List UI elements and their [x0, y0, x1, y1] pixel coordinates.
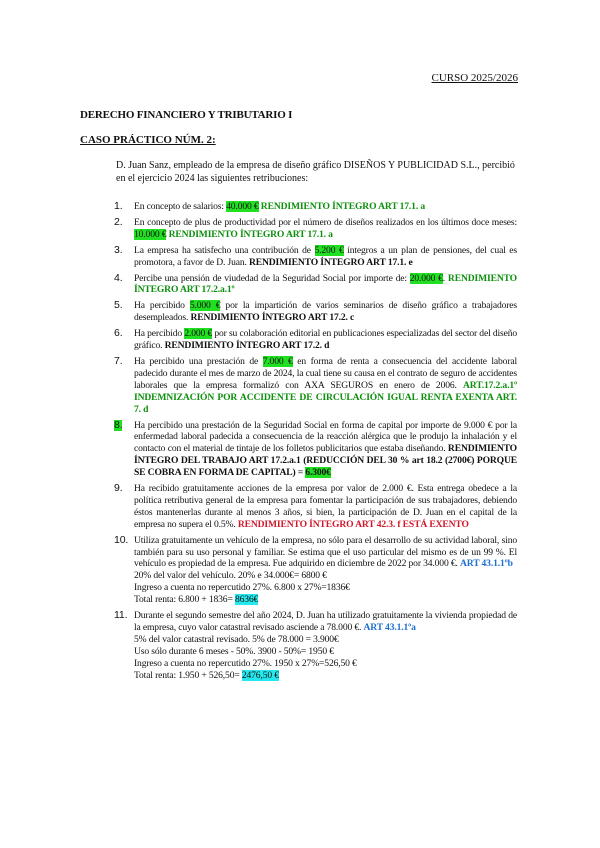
list-item — [80, 328, 517, 352]
item-number: 8. — [114, 418, 123, 431]
classification-note: ART.17.2.a.1º INDEMNIZACIÓN POR ACCIDENTE DE CIRCULACIÓN IGUAL RENTA EXENTA ART. 7. d — [134, 379, 517, 415]
list-item — [80, 356, 517, 416]
calculation-line: Uso sólo durante 6 meses - 50%. 3900 - 50%= 1950 € — [134, 645, 334, 657]
item-number: 11. — [114, 609, 128, 622]
classification-note: RENDIMIENTO ÍNTEGRO ART 42.3. f ESTÁ EXENTO — [237, 518, 469, 530]
list-item — [80, 273, 517, 297]
classification-note: RENDIMIENTO ÍNTEGRO ART 17.2. c — [190, 312, 355, 324]
calculation-line: 5% del valor catastral revisado. 5% de 78.000 = 3.900€ — [134, 633, 339, 645]
item-text-tail: en forma de renta a consecuencia del accidente laboral padecido durante el mes de marzo de 2024, la cual tiene su causa en el contrato de seguro de accidentes laborales que la empresa formalizó con AXA SEGUROS en enero de 2006. — [134, 355, 517, 391]
item-number: 10. — [114, 533, 129, 546]
list-item — [80, 201, 517, 213]
amount-highlight: 6.300€ — [305, 467, 331, 479]
calculation-line: Ingreso a cuenta no repercutido 27%. 1950 x 27%=526,50 € — [134, 657, 357, 669]
total-line — [134, 670, 517, 682]
classification-note: RENDIMIENTO ÍNTEGRO ART 17.2. d — [164, 340, 330, 352]
item-text: La empresa ha satisfecho una contribución de — [134, 244, 315, 256]
total-highlight: 8636€ — [234, 594, 259, 606]
subject-title: DERECHO FINANCIERO Y TRIBUTARIO I — [80, 109, 293, 121]
amount-highlight: 5.200 € — [314, 244, 344, 256]
item-text: Ha recibido gratuitamente acciones de la empresa por valor de 2.000 €. Esta entrega obedece a la política retributiva general de la empresa para fomentar la participación de sus trabajadores, debiendo éstos mantenerlas durante al menos 3 años, si bien, la participación de D. Juan en el capital de la empresa no supera el 0.5%. — [134, 483, 517, 530]
item-number: 2. — [114, 215, 123, 228]
list-item — [80, 245, 517, 269]
item-number: 9. — [114, 482, 123, 495]
total-highlight: 2476,50 € — [241, 669, 279, 681]
retribution-list — [80, 201, 517, 686]
item-text-tail: íntegros a un plan de pensiones, del cual es promotora, a favor de D. Juan. — [134, 244, 517, 268]
item-number: 4. — [114, 271, 123, 284]
classification-note: ART 43.1.1ºa — [363, 622, 416, 633]
item-text: Ha percibido — [134, 328, 185, 340]
item-text-tail: . — [442, 272, 448, 284]
item-number: 6. — [114, 327, 123, 340]
amount-highlight: 7.000 € — [262, 355, 293, 367]
item-number: 5. — [114, 299, 123, 312]
classification-note: RENDIMIENTO ÍNTEGRO DEL TRABAJO ART 17.2.a.1 (REDUCCIÓN DEL 30 % art 18.2 (2700€) PORQUE SE COBRA EN FORMA DE CAPITAL) = — [134, 443, 517, 479]
intro-paragraph: D. Juan Sanz, empleado de la empresa de diseño gráfico DISEÑOS Y PUBLICIDAD S.L., percibió en el ejercicio 2024 las siguientes retribuciones: — [116, 160, 515, 184]
case-title: CASO PRÁCTICO NÚM. 2: — [80, 134, 216, 146]
amount-highlight: 5.000 € — [189, 300, 221, 312]
course-label: CURSO 2025/2026 — [431, 72, 518, 84]
item-text: Ha percibido una prestación de — [134, 355, 263, 367]
amount-highlight: 20.000 € — [409, 272, 443, 284]
item-number: 7. — [114, 354, 123, 367]
item-text-tail: por la impartición de varios seminarios de diseño gráfico a trabajadores desempleados. — [134, 300, 517, 324]
classification-note: ART 43.1.1ºb — [459, 558, 513, 570]
item-text: Utiliza gratuitamente un vehículo de la empresa, no sólo para el desarrollo de su actividad laboral, sino también para su uso personal y familiar. Se estima que el uso particular del mismo es de un 99 %. El vehículo es propiedad de la empresa. Fue adquirido en diciembre de 2022 por 34.000 €. — [134, 534, 517, 570]
list-item — [80, 535, 517, 606]
list-item — [80, 483, 517, 531]
list-item — [80, 217, 517, 241]
total-label: Total renta: 1.950 + 526,50= — [134, 669, 242, 681]
item-text: En concepto de salarios: — [134, 201, 227, 212]
total-label: Total renta: 6.800 + 1836= — [134, 594, 235, 606]
classification-note: RENDIMIENTO ÍNTEGRO ART 17.1. a — [260, 201, 425, 212]
list-item — [80, 420, 517, 480]
item-text: En concepto de plus de productividad por el número de diseños realizados en los últimos doce meses: — [134, 216, 517, 228]
item-text-tail: por su colaboración editorial en publicaciones especializadas del sector del diseño gráfico. — [134, 328, 517, 352]
list-item — [80, 610, 517, 681]
amount-highlight: 2.000 € — [184, 328, 213, 340]
item-text: Durante el segundo semestre del año 2024, D. Juan ha utilizado gratuitamente la vivienda propiedad de la empresa, cuyo valor catastral revisado asciende a 78.000 €. — [134, 610, 517, 633]
amount-highlight: 40.000 € — [226, 201, 259, 212]
item-text: Percibe una pensión de viudedad de la Seguridad Social por importe de: — [134, 272, 410, 284]
classification-note: RENDIMIENTO ÍNTEGRO ART 17.1. e — [248, 256, 413, 268]
total-line — [134, 594, 517, 606]
classification-note: RENDIMIENTO ÍNTEGRO ART 17.2.a.1º — [134, 272, 517, 296]
calculation-line: 20% del valor del vehículo. 20% e 34.000€= 6800 € — [134, 570, 327, 582]
classification-note: RENDIMIENTO ÍNTEGRO ART 17.1. a — [168, 228, 333, 240]
item-text: Ha percibido — [134, 300, 190, 312]
calculation-line: Ingreso a cuenta no repercutido 27%. 6.800 x 27%=1836€ — [134, 582, 350, 594]
item-number: 3. — [114, 243, 123, 256]
item-number: 1. — [114, 200, 123, 212]
item-text: Ha percibido una prestación de la Seguridad Social en forma de capital por importe de 9.000 € por la enfermedad laboral padecida a consecuencia de la reacción alérgica que le produjo la inhalación y el contacto con el material de tintaje de los folletos publicitarios que estaba diseñando. — [134, 419, 517, 455]
amount-highlight: 10.000 € — [134, 228, 167, 240]
list-item — [80, 300, 517, 324]
